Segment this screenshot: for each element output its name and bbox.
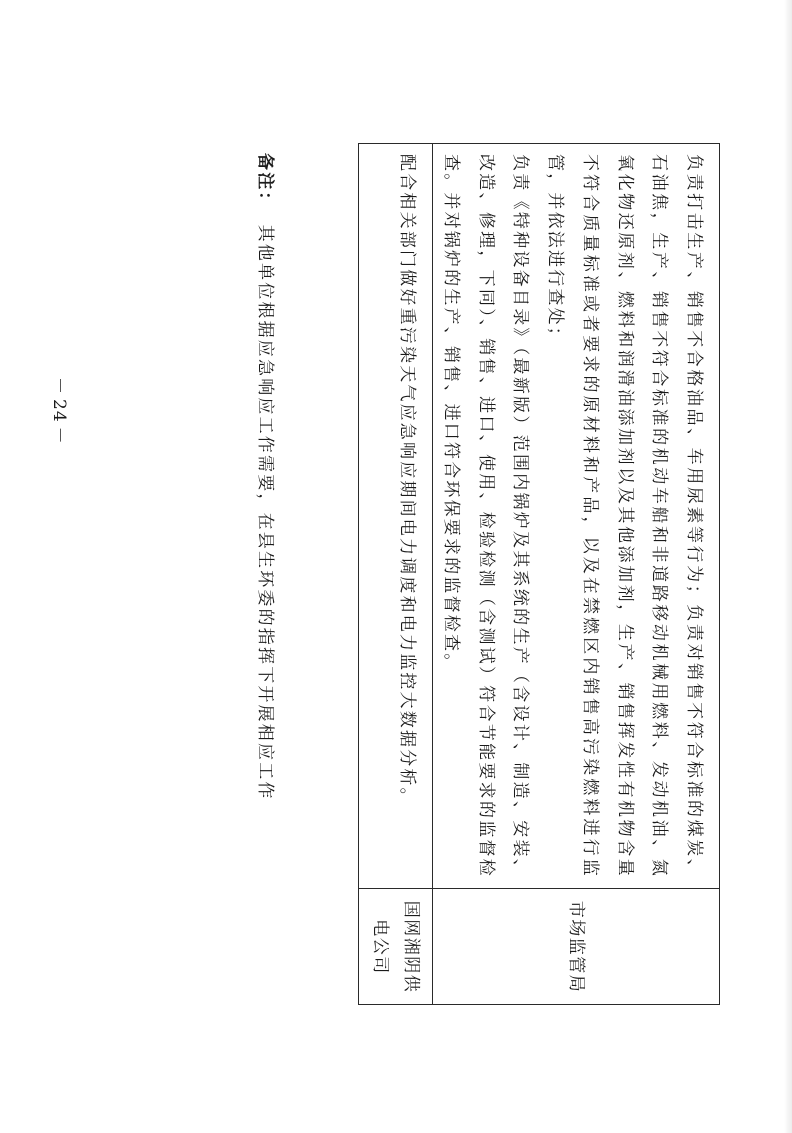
- responsibility-table: [358, 143, 720, 1005]
- department-cell: [359, 890, 432, 1004]
- duty-paragraph: 负责打击生产、销售不合格油品、车用尿素等行为；负责对销售不符合标准的煤炭、石油焦，生产、销售不符合标准的机动车船和非道路移动机械用燃料、发动机油、氮氧化物还原剂、燃料和润滑油添加剂以及其他添加剂，生产、销售挥发性有机物含量不符合质量标准或者要求的原材料和产品，以及在禁燃区内销售高污染燃料进行监管，并依法进行查处；: [545, 154, 704, 878]
- table-row: [432, 144, 719, 1004]
- column-divider: [433, 888, 719, 889]
- page-dash-left: －: [49, 377, 69, 395]
- duty-paragraph: 配合相关部门做好重污染天气应急响应期间电力调度和电力监控大数据分析。: [397, 154, 417, 807]
- page-dash-right: －: [49, 426, 69, 445]
- page-number-value: 24: [49, 399, 69, 423]
- remark-label: 备注：: [255, 153, 275, 211]
- duty-content-cell: [433, 144, 719, 888]
- remark-text: 其他单位根据应急响应工作需要，在县生环委的指挥下开展相应工作: [255, 224, 275, 801]
- department-cell: [433, 890, 719, 1004]
- page-number: [49, 373, 74, 449]
- department-name: 电公司: [370, 919, 391, 975]
- scan-edge-shadow: [784, 0, 792, 1133]
- column-divider: [359, 888, 432, 889]
- duty-content-cell: [359, 144, 432, 888]
- table-row: [359, 144, 432, 1004]
- duty-paragraph: 负责《特种设备目录》（最新版）范围内锅炉及其系统的生产（含设计、制造、安装、改造、修理，下同）、销售、进口、使用、检验检测（含测试）符合节能要求的监督检查。并对锅炉的生产、销售、进口符合环保要求的监督检查。: [441, 154, 531, 878]
- department-name: 国网湘阴供: [401, 900, 422, 994]
- remark-note: [255, 153, 280, 801]
- department-name: 市场监管局: [566, 900, 587, 994]
